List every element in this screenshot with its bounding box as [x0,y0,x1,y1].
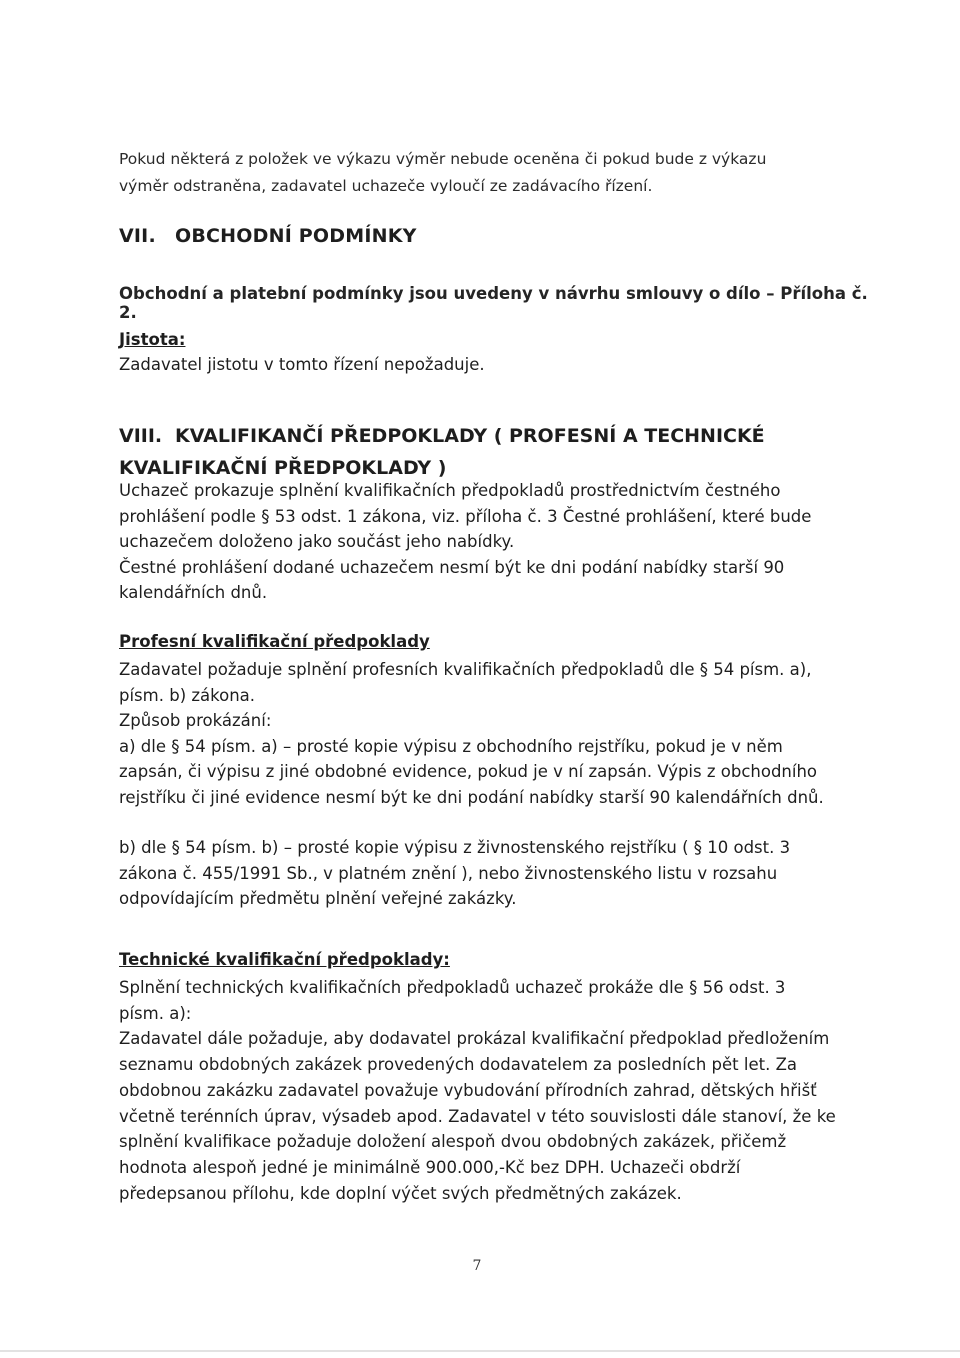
technical-title: Technické kvalifikační předpoklady: [119,950,450,969]
professional-paragraph [119,657,879,810]
section-title-line: KVALIFIKAČNÍ PŘEDPOKLADY ) [119,457,447,479]
section-title: OBCHODNÍ PODMÍNKY [175,225,417,247]
text-line: rejstříku či jiné evidence nesmí být ke dni podání nabídky starší 90 kalendářních dnů. [119,787,824,807]
text-line: kalendářních dnů. [119,583,268,602]
qualification-paragraph [119,478,879,606]
section-heading-viii [119,420,879,484]
technical-paragraph [119,975,879,1206]
text-line: Uchazeč prokazuje splnění kvalifikačních předpokladů prostřednictvím čestného [119,481,781,500]
text-line: odpovídajícím předmětu plnění veřejné zakázky. [119,889,517,908]
deposit-text: Zadavatel jistotu v tomto řízení nepožaduje. [119,355,485,374]
text-line: Zadavatel požaduje splnění profesních kvalifikačních předpokladů dle § 54 písm. a), [119,660,812,679]
scan-edge-divider [0,1350,960,1352]
intro-paragraph [119,146,879,200]
text-line: splnění kvalifikace požaduje doložení alespoň dvou obdobných zakázek, přičemž [119,1132,787,1152]
text-line: uchazečem doloženo jako součást jeho nabídky. [119,532,515,551]
section-number: VII. [119,225,156,247]
text-line: hodnota alespoň jedné je minimálně 900.000,-Kč bez DPH. Uchazeči obdrží [119,1157,741,1177]
commercial-terms-line: Obchodní a platební podmínky jsou uvedeny v návrhu smlouvy o dílo – Příloha č. 2. [119,284,868,322]
text-line: včetně terénních úprav, výsadeb apod. Zadavatel v této souvislosti dále stanoví, že ke [119,1106,836,1126]
text-line: seznamu obdobných zakázek provedených dodavatelem za posledních pět let. Za [119,1055,798,1075]
text-line: obdobnou zakázku zadavatel považuje vybudování přírodních zahrad, dětských hřišť [119,1080,817,1100]
text-line: Splnění technických kvalifikačních předpokladů uchazeč prokáže dle § 56 odst. 3 [119,978,786,997]
text-line: výměr odstraněna, zadavatel uchazeče vyloučí ze zadávacího řízení. [119,177,653,195]
text-line: prohlášení podle § 53 odst. 1 zákona, viz. příloha č. 3 Čestné prohlášení, které bude [119,506,812,526]
section-heading-vii [119,225,879,247]
section-title-line: KVALIFIKANČÍ PŘEDPOKLADY ( PROFESNÍ A TECHNICKÉ [175,425,765,447]
text-line: b) dle § 54 písm. b) – prosté kopie výpisu z živnostenského rejstříku ( § 10 odst. 3 [119,838,791,857]
text-line: písm. b) zákona. [119,685,256,705]
text-line: Čestné prohlášení dodané uchazečem nesmí být ke dni podání nabídky starší 90 [119,557,785,577]
professional-title: Profesní kvalifikační předpoklady [119,632,430,651]
text-line: Zadavatel dále požaduje, aby dodavatel prokázal kvalifikační předpoklad předložením [119,1029,830,1049]
text-line: a) dle § 54 písm. a) – prosté kopie výpisu z obchodního rejstříku, pokud je v něm [119,736,783,756]
professional-b-paragraph [119,835,879,912]
deposit-title: Jistota: [119,330,186,349]
text-line: písm. a): [119,1003,192,1023]
section-number: VIII. [119,425,163,447]
text-line: zapsán, či výpisu z jiné obdobné evidence, pokud je v ní zapsán. Výpis z obchodního [119,762,818,781]
text-line: předepsanou přílohu, kde doplní výčet svých předmětných zakázek. [119,1183,682,1203]
text-line: Způsob prokázání: [119,711,272,730]
page-number: 7 [472,1258,482,1274]
text-line: zákona č. 455/1991 Sb., v platném znění ), nebo živnostenského listu v rozsahu [119,863,778,883]
text-line: Pokud některá z položek ve výkazu výměr nebude oceněna či pokud bude z výkazu [119,150,767,168]
heading-line [119,420,879,452]
